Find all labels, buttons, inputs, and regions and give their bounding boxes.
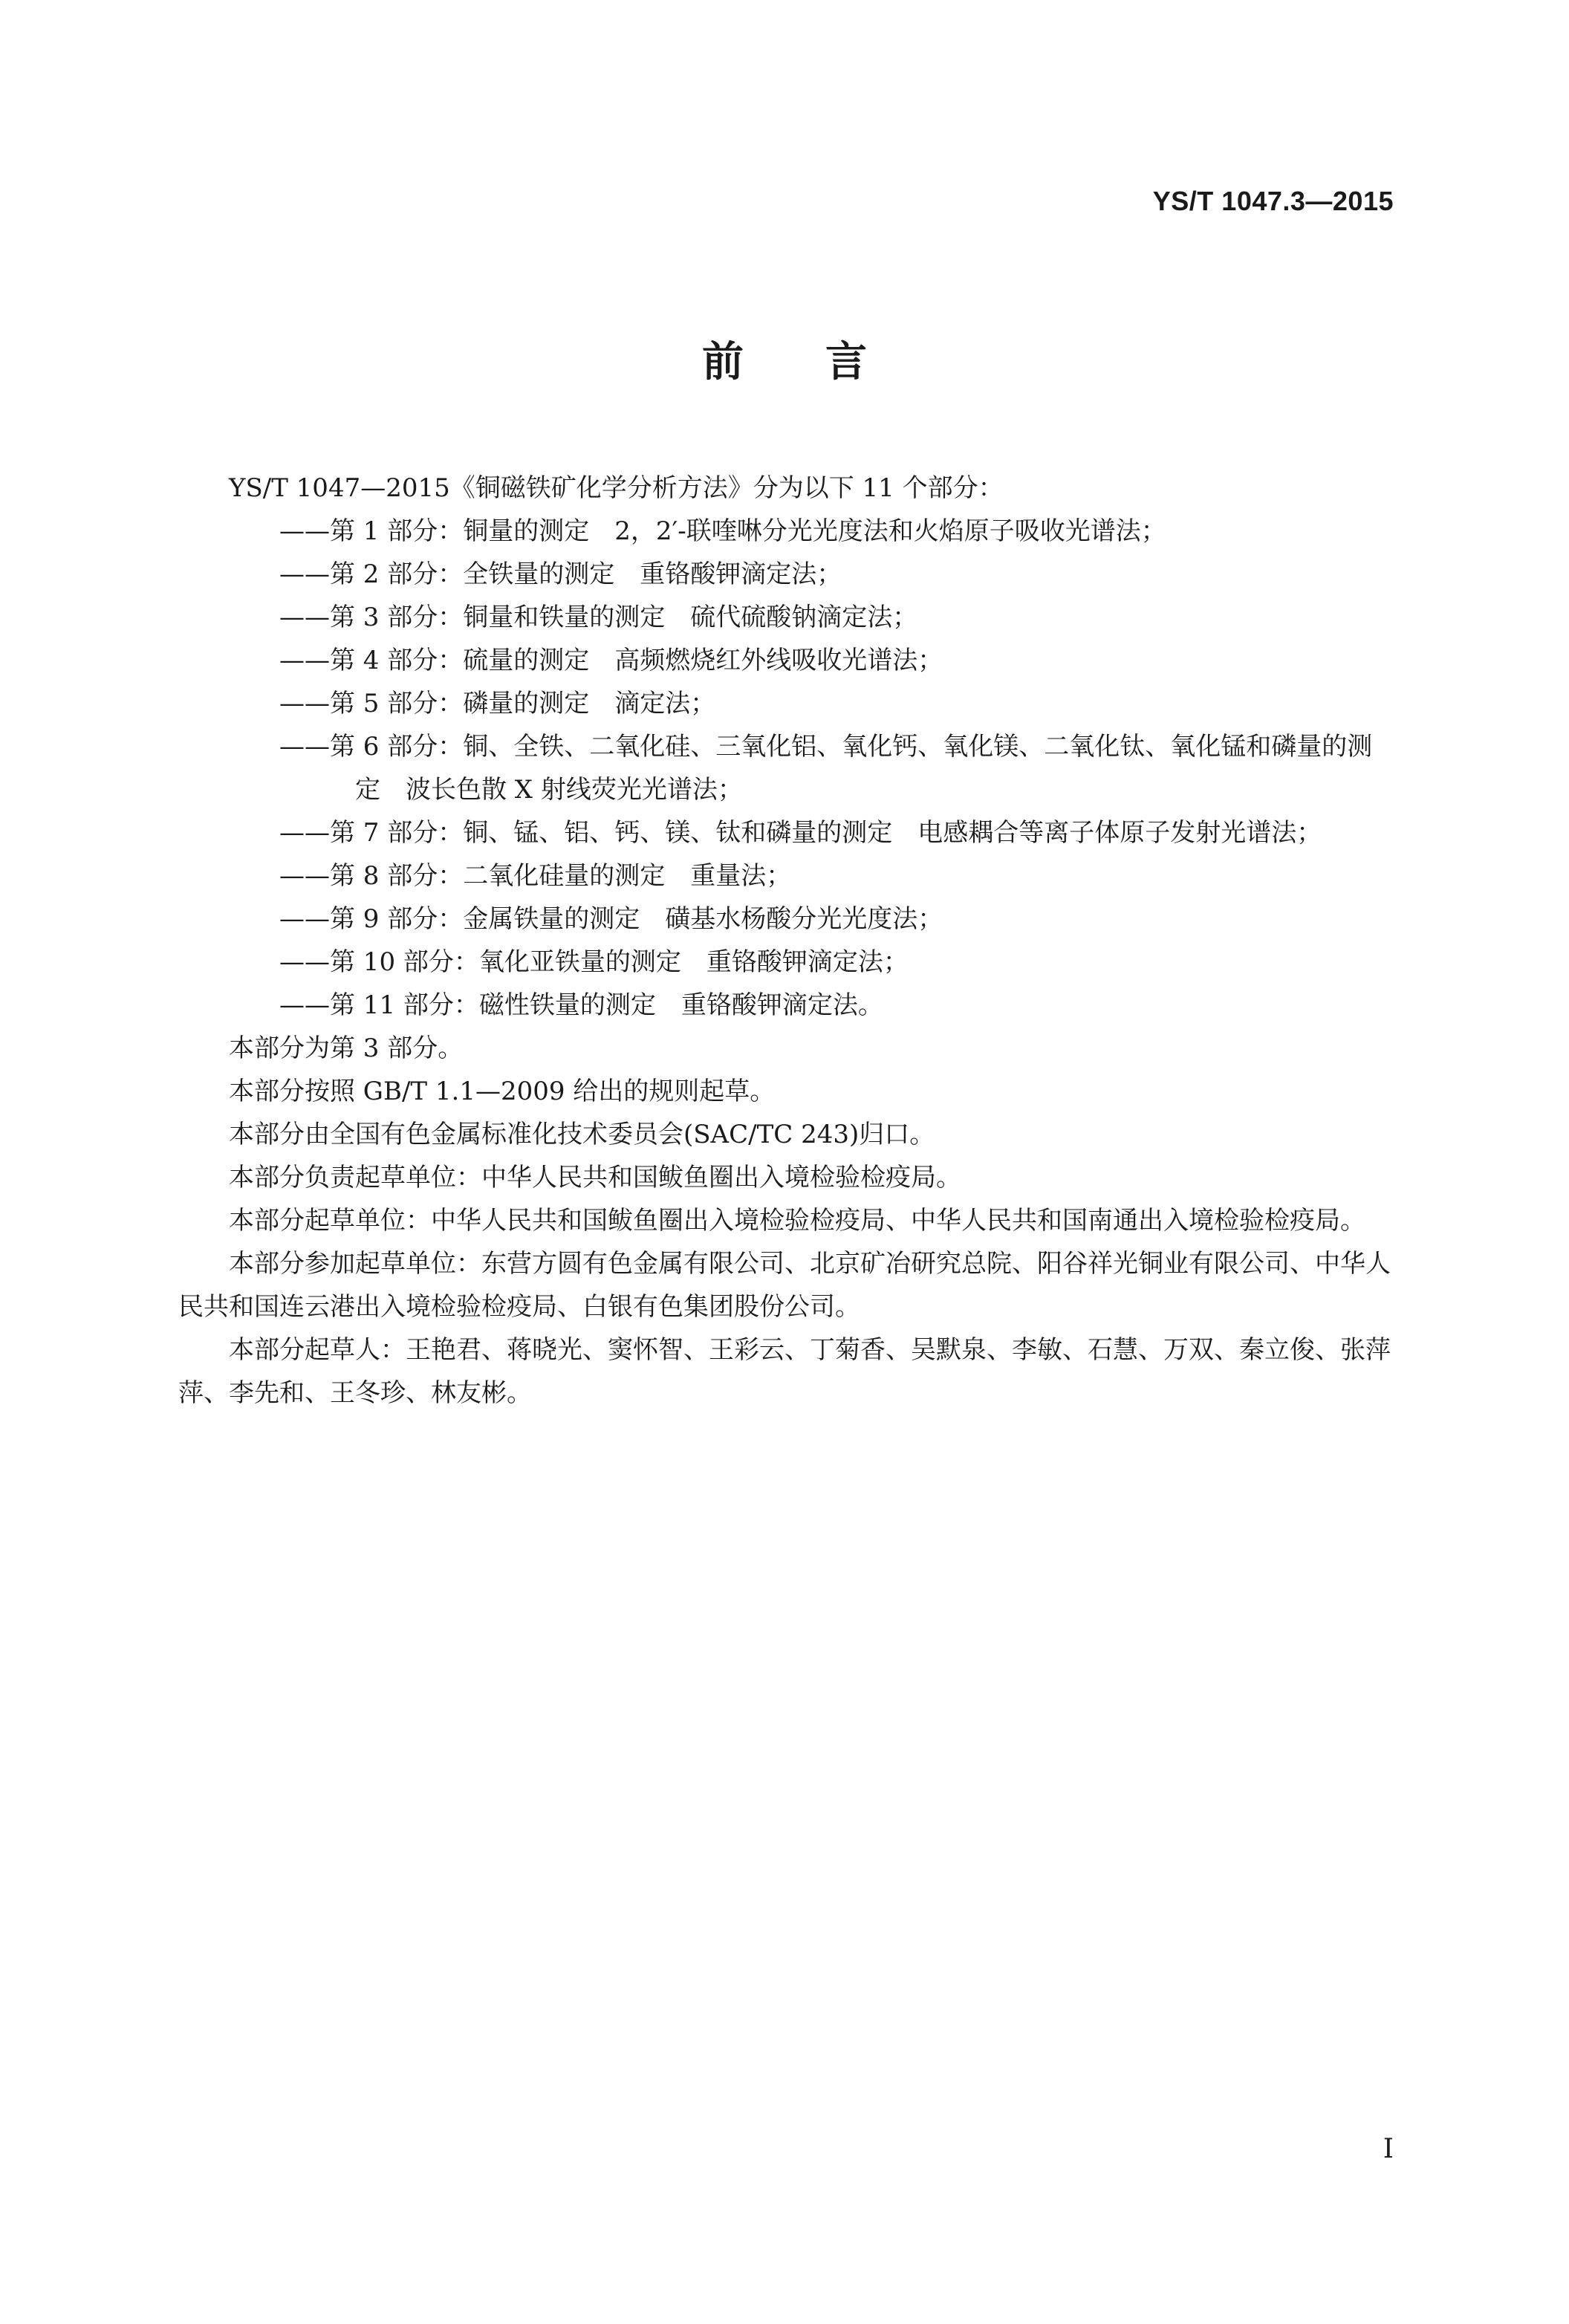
list-item: ——第 2 部分：全铁量的测定 重铬酸钾滴定法； (279, 559, 842, 589)
drafters-statement: 本部分起草人：王艳君、蒋晓光、窦怀智、王彩云、丁菊香、吴默泉、李敏、石慧、万双、秦立俊、张萍萍、李先和、王冬珍、林友彬。 (178, 1335, 1391, 1408)
committee-statement: 本部分由全国有色金属标准化技术委员会(SAC/TC 243)归口。 (229, 1120, 935, 1149)
list-item: ——第 8 部分：二氧化硅量的测定 重量法； (279, 861, 792, 891)
document-body (178, 467, 1394, 1415)
participating-units-statement: 本部分参加起草单位：东营方圆有色金属有限公司、北京矿冶研究总院、阳谷祥光铜业有限公司、中华人民共和国连云港出入境检验检疫局、白银有色集团股份公司。 (178, 1249, 1391, 1322)
drafting-rules-statement: 本部分按照 GB/T 1.1—2009 给出的规则起草。 (229, 1077, 776, 1106)
list-item: ——第 1 部分：铜量的测定 2，2′-联喹啉分光光度法和火焰原子吸收光谱法； (279, 516, 1166, 546)
list-item: ——第 3 部分：铜量和铁量的测定 硫代硫酸钠滴定法； (279, 603, 918, 632)
page-number: I (1383, 2134, 1394, 2164)
part-number-statement: 本部分为第 3 部分。 (229, 1033, 464, 1063)
standard-code: YS/T 1047.3—2015 (1152, 186, 1394, 216)
list-item: ——第 5 部分：磷量的测定 滴定法； (279, 689, 716, 718)
drafting-units-statement: 本部分起草单位：中华人民共和国鲅鱼圈出入境检验检疫局、中华人民共和国南通出入境检验检疫局。 (229, 1206, 1365, 1236)
page-title: 前言 (702, 338, 949, 386)
list-item: ——第 6 部分：铜、全铁、二氧化硅、三氧化铝、氧化钙、氧化镁、二氧化钛、氧化锰和磷量的测定 波长色散 X 射线荧光光谱法； (279, 732, 1373, 805)
list-item: ——第 11 部分：磁性铁量的测定 重铬酸钾滴定法。 (279, 990, 883, 1020)
list-item: ——第 4 部分：硫量的测定 高频燃烧红外线吸收光谱法； (279, 646, 943, 675)
list-item: ——第 9 部分：金属铁量的测定 磺基水杨酸分光光度法； (279, 904, 943, 934)
responsible-drafter-statement: 本部分负责起草单位：中华人民共和国鲅鱼圈出入境检验检疫局。 (229, 1163, 961, 1192)
list-item: ——第 7 部分：铜、锰、铝、钙、镁、钛和磷量的测定 电感耦合等离子体原子发射光谱法； (279, 818, 1322, 848)
list-item: ——第 10 部分：氧化亚铁量的测定 重铬酸钾滴定法； (279, 947, 909, 977)
intro-paragraph: YS/T 1047—2015《铜磁铁矿化学分析方法》分为以下 11 个部分： (229, 473, 1004, 503)
parts-list (178, 510, 1394, 1027)
